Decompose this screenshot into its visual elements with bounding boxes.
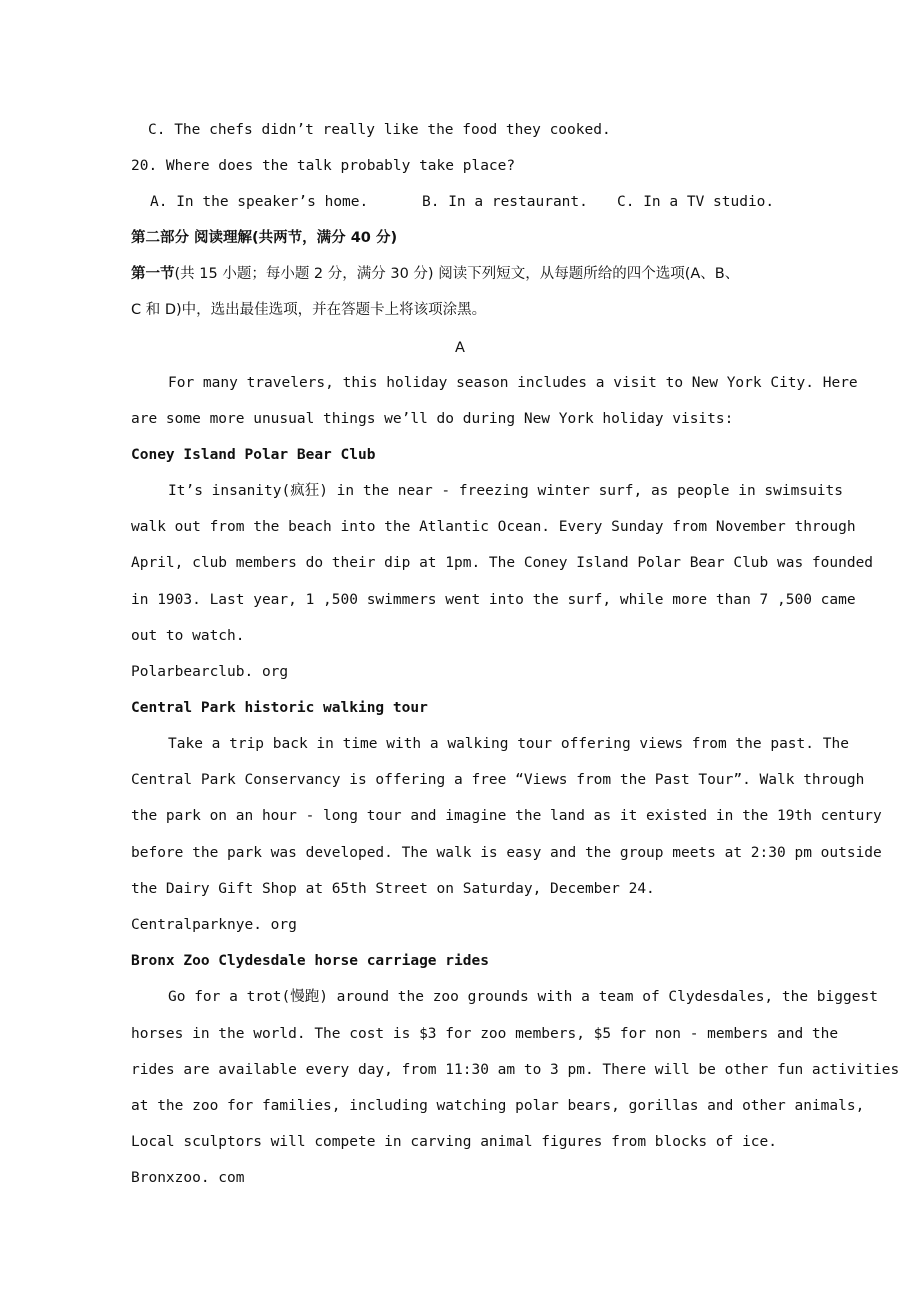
item-line: the Dairy Gift Shop at 65th Street on Saturday, December 24. — [131, 881, 655, 897]
item-line: walk out from the beach into the Atlantic Ocean. Every Sunday from November through — [131, 519, 856, 535]
intro-line: are some more unusual things we’ll do during New York holiday visits: — [131, 411, 734, 427]
part2-title: 第二部分 阅读理解(共两节，满分 40 分) — [131, 230, 398, 246]
q19-option-c: C. The chefs didn’t really like the food they cooked. — [148, 122, 611, 138]
item-heading: Coney Island Polar Bear Club — [131, 447, 376, 463]
q20-option-c: C. In a TV studio. — [617, 194, 775, 210]
item-heading: Bronx Zoo Clydesdale horse carriage rides — [131, 953, 489, 969]
item-source: Polarbearclub. org — [131, 664, 289, 680]
item-line: Local sculptors will compete in carving animal figures from blocks of ice. — [131, 1134, 778, 1150]
item-line: in 1903. Last year, 1 ,500 swimmers went into the surf, while more than 7 ,500 came — [131, 592, 856, 608]
section1-instruction-line1: (共 15 小题；每小题 2 分，满分 30 分) 阅读下列短文，从每题所给的四个选项(A、B、 — [174, 266, 740, 282]
q20-stem: 20. Where does the talk probably take place? — [131, 158, 516, 174]
intro-line: For many travelers, this holiday season includes a visit to New York City. Here — [168, 375, 858, 391]
section1-instruction — [131, 264, 739, 284]
section1-label: 第一节 — [131, 266, 175, 282]
item-line: April, club members do their dip at 1pm. The Coney Island Polar Bear Club was founded — [131, 555, 874, 571]
item-line: Go for a trot(慢跑) around the zoo grounds with a team of Clydesdales, the biggest — [168, 989, 878, 1005]
item-heading: Central Park historic walking tour — [131, 700, 428, 716]
q20-option-a: A. In the speaker’s home. — [150, 194, 369, 210]
passage-letter: A — [455, 340, 465, 356]
item-line: horses in the world. The cost is $3 for zoo members, $5 for non - members and the — [131, 1026, 839, 1042]
item-line: Central Park Conservancy is offering a free “Views from the Past Tour”. Walk through — [131, 772, 865, 788]
item-source: Bronxzoo. com — [131, 1170, 245, 1186]
item-line: Take a trip back in time with a walking tour offering views from the past. The — [168, 736, 849, 752]
item-source: Centralparknye. org — [131, 917, 297, 933]
item-line: out to watch. — [131, 628, 245, 644]
item-line: It’s insanity(疯狂) in the near - freezing winter surf, as people in swimsuits — [168, 483, 844, 499]
section1-instruction-line2: C 和 D)中，选出最佳选项，并在答题卡上将该项涂黑。 — [131, 302, 487, 318]
item-line: at the zoo for families, including watching polar bears, gorillas and other animals, — [131, 1098, 865, 1114]
item-line: before the park was developed. The walk is easy and the group meets at 2:30 pm outside — [131, 845, 882, 861]
item-line: rides are available every day, from 11:30 am to 3 pm. There will be other fun activities — [131, 1062, 900, 1078]
q20-option-b: B. In a restaurant. — [422, 194, 588, 210]
item-line: the park on an hour - long tour and imagine the land as it existed in the 19th century — [131, 808, 882, 824]
